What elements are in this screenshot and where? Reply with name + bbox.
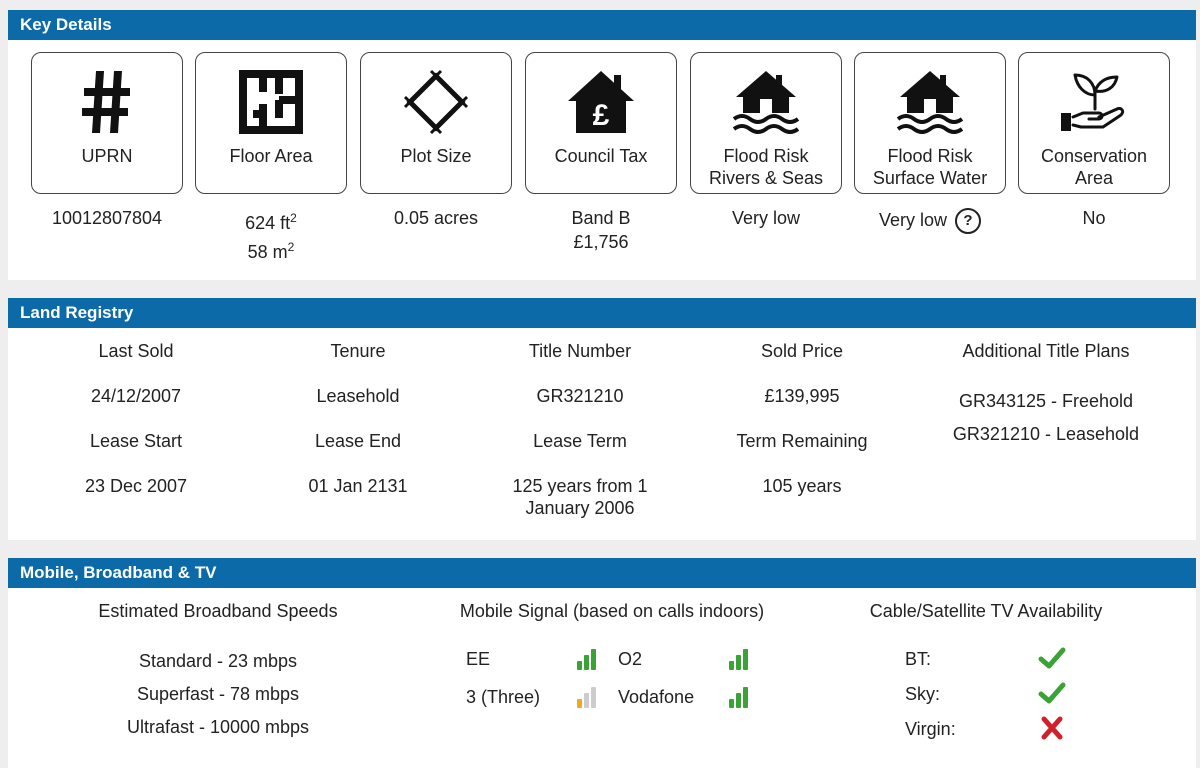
key-details-section	[8, 10, 1196, 280]
help-button[interactable]: ?	[955, 208, 981, 234]
key-details-header: Key Details	[8, 10, 1196, 40]
term-remaining-label: Term Remaining	[736, 431, 868, 451]
last-sold-label: Last Sold	[98, 341, 174, 361]
lease-term-line1: 125 years from 1	[512, 476, 648, 496]
floor-area-m: 58 m	[247, 242, 288, 262]
mobile-vodafone-label: Vodafone	[618, 687, 695, 707]
uprn-card	[31, 52, 183, 194]
tv-virgin-status-cross-icon	[1038, 716, 1066, 745]
mobile-o2-label: O2	[618, 649, 643, 669]
svg-text:£: £	[592, 99, 610, 132]
flood-surface-value	[854, 208, 1006, 234]
tenure-value: Leasehold	[316, 386, 400, 406]
plot-size-card	[360, 52, 512, 194]
tv-sky-label: Sky:	[905, 684, 941, 704]
mobile-broadband-tv-header: Mobile, Broadband & TV	[8, 558, 1196, 588]
plot-size-value: 0.05 acres	[393, 208, 479, 228]
uprn-value: 10012807804	[51, 208, 163, 228]
tv-sky-status-check-icon	[1038, 681, 1066, 710]
flood-rivers-label-line2: Rivers & Seas	[708, 168, 824, 188]
mobile-broadband-tv-section	[8, 558, 1196, 768]
lease-end-label: Lease End	[314, 431, 402, 451]
title-number-value: GR321210	[536, 386, 624, 406]
hash-icon	[32, 67, 182, 137]
land-registry-header: Land Registry	[8, 298, 1196, 328]
additional-title-plan-1: GR343125 - Freehold	[958, 391, 1134, 411]
lease-term-line2: January 2006	[525, 498, 635, 518]
council-tax-amount: £1,756	[573, 232, 629, 252]
tv-bt-status-check-icon	[1038, 646, 1066, 675]
house-pound-icon	[526, 67, 676, 137]
additional-title-plan-2: GR321210 - Leasehold	[952, 424, 1140, 444]
floor-plan-icon	[196, 67, 346, 137]
floor-area-label: Floor Area	[229, 146, 313, 166]
floor-area-card	[195, 52, 347, 194]
signal-bars-icon	[575, 648, 599, 670]
conservation-label-line2: Area	[1074, 168, 1114, 188]
signal-bars-icon	[727, 648, 751, 670]
conservation-card	[1018, 52, 1170, 194]
flood-surface-label	[855, 145, 1005, 189]
land-registry-section	[8, 298, 1196, 540]
sold-price-value: £139,995	[764, 386, 840, 406]
floor-area-m-sup: 2	[287, 240, 295, 254]
flood-surface-label-line2: Surface Water	[872, 168, 988, 188]
signal-bars-icon	[727, 686, 751, 708]
broadband-standard: Standard - 23 mbps	[138, 651, 298, 671]
flood-surface-value-text: Very low	[878, 210, 948, 230]
term-remaining-value: 105 years	[762, 476, 842, 496]
flood-surface-label-line1: Flood Risk	[887, 146, 973, 166]
flood-surface-card	[854, 52, 1006, 194]
tv-virgin-label: Virgin:	[905, 719, 956, 739]
signal-bars-icon	[575, 686, 599, 708]
tv-heading: Cable/Satellite TV Availability	[869, 601, 1103, 621]
council-tax-card	[525, 52, 677, 194]
flood-rivers-label	[691, 145, 841, 189]
tenure-label: Tenure	[330, 341, 386, 361]
flood-rivers-label-line1: Flood Risk	[723, 146, 809, 166]
council-tax-value	[525, 206, 677, 254]
lease-start-value: 23 Dec 2007	[84, 476, 188, 496]
lease-start-label: Lease Start	[89, 431, 183, 451]
plot-diamond-icon	[361, 67, 511, 137]
flood-rivers-value: Very low	[731, 208, 801, 228]
additional-title-plans-label: Additional Title Plans	[962, 341, 1130, 361]
lease-end-value: 01 Jan 2131	[308, 476, 408, 496]
house-flood-icon	[855, 67, 1005, 137]
uprn-label: UPRN	[81, 146, 133, 166]
house-flood-icon	[691, 67, 841, 137]
council-tax-band: Band B	[571, 208, 631, 228]
hand-plant-icon	[1019, 67, 1169, 137]
flood-rivers-card	[690, 52, 842, 194]
floor-area-value	[195, 206, 347, 264]
council-tax-label: Council Tax	[554, 146, 648, 166]
tv-bt-label: BT:	[905, 649, 932, 669]
mobile-three-label: 3 (Three)	[466, 687, 541, 707]
mobile-signal-heading: Mobile Signal (based on calls indoors)	[459, 601, 765, 621]
lease-term-label: Lease Term	[533, 431, 627, 451]
conservation-label-line1: Conservation	[1040, 146, 1148, 166]
broadband-heading: Estimated Broadband Speeds	[98, 601, 338, 621]
broadband-ultrafast: Ultrafast - 10000 mbps	[126, 717, 310, 737]
sold-price-label: Sold Price	[760, 341, 844, 361]
mobile-ee-label: EE	[466, 649, 491, 669]
broadband-superfast: Superfast - 78 mbps	[136, 684, 300, 704]
conservation-value: No	[1082, 208, 1106, 228]
lease-term-value	[480, 475, 680, 519]
plot-size-label: Plot Size	[400, 146, 472, 166]
floor-area-ft-sup: 2	[290, 211, 297, 225]
last-sold-value: 24/12/2007	[90, 386, 182, 406]
conservation-label	[1019, 145, 1169, 189]
title-number-label: Title Number	[528, 341, 632, 361]
floor-area-ft: 624 ft	[245, 213, 291, 233]
